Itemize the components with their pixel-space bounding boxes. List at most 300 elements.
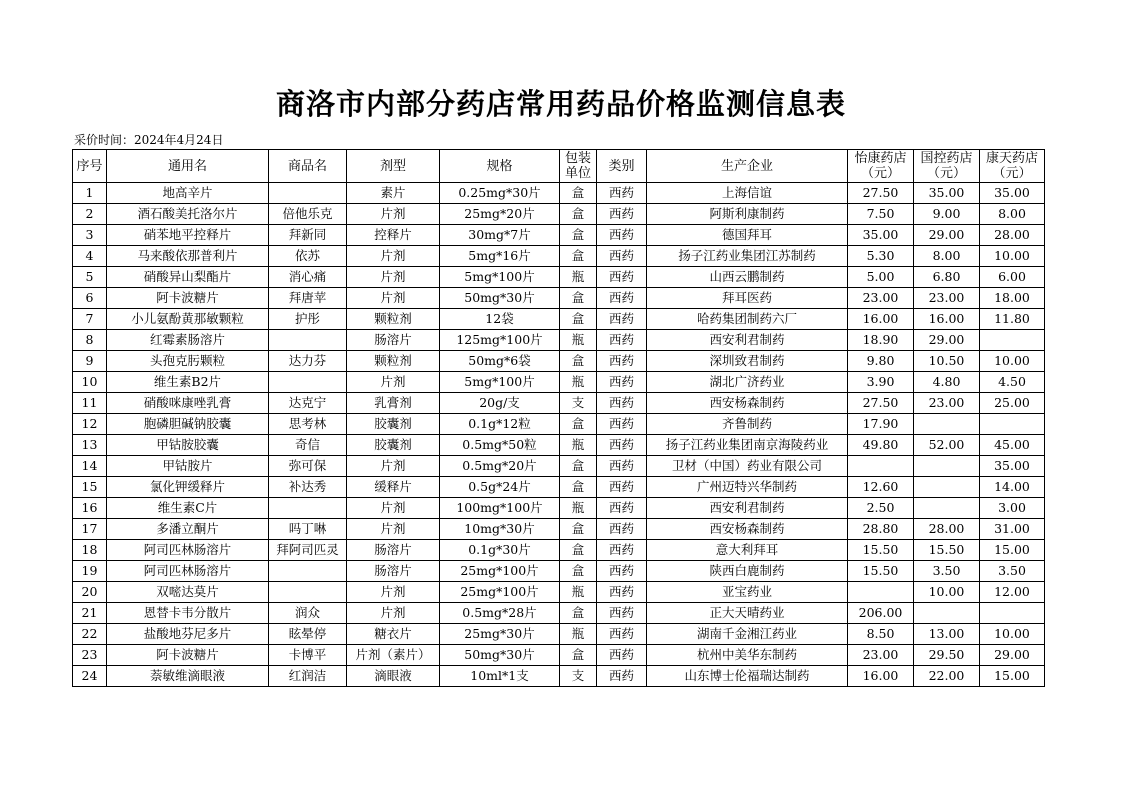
cell-dosage-form: 素片 bbox=[347, 183, 440, 204]
table-row bbox=[73, 498, 1045, 519]
cell-brand-name: 达力芬 bbox=[269, 351, 347, 372]
cell-spec: 25mg*100片 bbox=[440, 561, 560, 582]
cell-price-yikang: 8.50 bbox=[848, 624, 914, 645]
cell-dosage-form: 片剂 bbox=[347, 498, 440, 519]
cell-spec: 0.25mg*30片 bbox=[440, 183, 560, 204]
cell-generic-name: 小儿氨酚黄那敏颗粒 bbox=[107, 309, 269, 330]
cell-price-kangtian: 11.80 bbox=[980, 309, 1045, 330]
cell-index: 12 bbox=[73, 414, 107, 435]
cell-generic-name: 阿司匹林肠溶片 bbox=[107, 561, 269, 582]
cell-index: 24 bbox=[73, 666, 107, 687]
cell-dosage-form: 片剂 bbox=[347, 603, 440, 624]
cell-price-yikang: 15.50 bbox=[848, 540, 914, 561]
cell-package-unit: 瓶 bbox=[560, 498, 597, 519]
cell-price-guokong: 23.00 bbox=[914, 288, 980, 309]
page-title: 商洛市内部分药店常用药品价格监测信息表 bbox=[275, 87, 846, 121]
cell-price-yikang: 12.60 bbox=[848, 477, 914, 498]
table-row bbox=[73, 603, 1045, 624]
cell-dosage-form: 胶囊剂 bbox=[347, 435, 440, 456]
header-line: 类别 bbox=[608, 158, 635, 174]
cell-price-yikang: 17.90 bbox=[848, 414, 914, 435]
cell-price-kangtian: 6.00 bbox=[980, 267, 1045, 288]
cell-price-guokong: 22.00 bbox=[914, 666, 980, 687]
cell-dosage-form: 片剂（素片） bbox=[347, 645, 440, 666]
cell-generic-name: 甲钴胺胶囊 bbox=[107, 435, 269, 456]
cell-package-unit: 盒 bbox=[560, 225, 597, 246]
cell-dosage-form: 乳膏剂 bbox=[347, 393, 440, 414]
cell-index: 18 bbox=[73, 540, 107, 561]
cell-price-guokong: 9.00 bbox=[914, 204, 980, 225]
cell-price-yikang: 9.80 bbox=[848, 351, 914, 372]
header-line: 通用名 bbox=[167, 158, 207, 174]
cell-price-yikang: 28.80 bbox=[848, 519, 914, 540]
cell-spec: 0.1g*30片 bbox=[440, 540, 560, 561]
cell-price-kangtian: 10.00 bbox=[980, 624, 1045, 645]
cell-brand-name: 补达秀 bbox=[269, 477, 347, 498]
cell-index: 14 bbox=[73, 456, 107, 477]
cell-spec: 0.5g*24片 bbox=[440, 477, 560, 498]
cell-price-yikang: 16.00 bbox=[848, 309, 914, 330]
cell-category: 西药 bbox=[597, 372, 647, 393]
cell-price-guokong bbox=[914, 603, 980, 624]
table-row bbox=[73, 309, 1045, 330]
cell-price-kangtian: 15.00 bbox=[980, 666, 1045, 687]
cell-manufacturer: 阿斯利康制药 bbox=[647, 204, 848, 225]
cell-index: 19 bbox=[73, 561, 107, 582]
cell-spec: 12袋 bbox=[440, 309, 560, 330]
cell-category: 西药 bbox=[597, 498, 647, 519]
cell-brand-name bbox=[269, 582, 347, 603]
cell-generic-name: 头孢克肟颗粒 bbox=[107, 351, 269, 372]
cell-price-yikang: 2.50 bbox=[848, 498, 914, 519]
cell-generic-name: 阿卡波糖片 bbox=[107, 645, 269, 666]
cell-price-yikang bbox=[848, 456, 914, 477]
cell-generic-name: 萘敏维滴眼液 bbox=[107, 666, 269, 687]
cell-dosage-form: 糖衣片 bbox=[347, 624, 440, 645]
cell-category: 西药 bbox=[597, 351, 647, 372]
header-line: 包装 bbox=[564, 151, 591, 166]
cell-dosage-form: 颗粒剂 bbox=[347, 351, 440, 372]
cell-price-guokong: 28.00 bbox=[914, 519, 980, 540]
cell-index: 2 bbox=[73, 204, 107, 225]
cell-brand-name: 达克宁 bbox=[269, 393, 347, 414]
cell-package-unit: 盒 bbox=[560, 540, 597, 561]
cell-category: 西药 bbox=[597, 456, 647, 477]
cell-generic-name: 地高辛片 bbox=[107, 183, 269, 204]
cell-price-yikang: 27.50 bbox=[848, 183, 914, 204]
table-body bbox=[73, 183, 1045, 687]
cell-index: 7 bbox=[73, 309, 107, 330]
cell-spec: 25mg*30片 bbox=[440, 624, 560, 645]
header-line: 国控药店 bbox=[920, 151, 973, 166]
cell-spec: 100mg*100片 bbox=[440, 498, 560, 519]
cell-category: 西药 bbox=[597, 540, 647, 561]
cell-manufacturer: 杭州中美华东制药 bbox=[647, 645, 848, 666]
cell-price-guokong: 23.00 bbox=[914, 393, 980, 414]
cell-package-unit: 盒 bbox=[560, 456, 597, 477]
cell-dosage-form: 片剂 bbox=[347, 246, 440, 267]
cell-price-yikang: 3.90 bbox=[848, 372, 914, 393]
cell-spec: 10ml*1支 bbox=[440, 666, 560, 687]
cell-brand-name: 卡博平 bbox=[269, 645, 347, 666]
cell-category: 西药 bbox=[597, 225, 647, 246]
cell-spec: 50mg*6袋 bbox=[440, 351, 560, 372]
cell-manufacturer: 西安利君制药 bbox=[647, 498, 848, 519]
cell-brand-name bbox=[269, 183, 347, 204]
cell-category: 西药 bbox=[597, 267, 647, 288]
cell-price-guokong: 16.00 bbox=[914, 309, 980, 330]
cell-price-guokong: 52.00 bbox=[914, 435, 980, 456]
cell-index: 15 bbox=[73, 477, 107, 498]
cell-price-guokong bbox=[914, 498, 980, 519]
cell-dosage-form: 颗粒剂 bbox=[347, 309, 440, 330]
cell-index: 1 bbox=[73, 183, 107, 204]
cell-manufacturer: 拜耳医药 bbox=[647, 288, 848, 309]
cell-brand-name: 依苏 bbox=[269, 246, 347, 267]
cell-generic-name: 维生素C片 bbox=[107, 498, 269, 519]
cell-generic-name: 恩替卡韦分散片 bbox=[107, 603, 269, 624]
cell-generic-name: 维生素B2片 bbox=[107, 372, 269, 393]
cell-dosage-form: 肠溶片 bbox=[347, 330, 440, 351]
cell-package-unit: 瓶 bbox=[560, 624, 597, 645]
cell-category: 西药 bbox=[597, 309, 647, 330]
cell-price-yikang: 23.00 bbox=[848, 288, 914, 309]
cell-category: 西药 bbox=[597, 519, 647, 540]
cell-price-kangtian bbox=[980, 603, 1045, 624]
cell-spec: 0.5mg*50粒 bbox=[440, 435, 560, 456]
cell-price-kangtian: 31.00 bbox=[980, 519, 1045, 540]
cell-manufacturer: 亚宝药业 bbox=[647, 582, 848, 603]
cell-generic-name: 硝苯地平控释片 bbox=[107, 225, 269, 246]
table-row bbox=[73, 372, 1045, 393]
cell-dosage-form: 片剂 bbox=[347, 519, 440, 540]
cell-index: 21 bbox=[73, 603, 107, 624]
cell-brand-name: 红润洁 bbox=[269, 666, 347, 687]
cell-generic-name: 硝酸异山梨酯片 bbox=[107, 267, 269, 288]
cell-index: 9 bbox=[73, 351, 107, 372]
cell-price-guokong: 4.80 bbox=[914, 372, 980, 393]
cell-package-unit: 盒 bbox=[560, 645, 597, 666]
cell-generic-name: 胞磷胆碱钠胶囊 bbox=[107, 414, 269, 435]
cell-manufacturer: 西安杨森制药 bbox=[647, 393, 848, 414]
cell-category: 西药 bbox=[597, 246, 647, 267]
cell-brand-name: 倍他乐克 bbox=[269, 204, 347, 225]
cell-manufacturer: 湖北广济药业 bbox=[647, 372, 848, 393]
cell-brand-name: 奇信 bbox=[269, 435, 347, 456]
cell-price-guokong: 10.50 bbox=[914, 351, 980, 372]
cell-index: 20 bbox=[73, 582, 107, 603]
cell-generic-name: 多潘立酮片 bbox=[107, 519, 269, 540]
cell-manufacturer: 意大利拜耳 bbox=[647, 540, 848, 561]
header-line: 怡康药店 bbox=[854, 151, 907, 166]
cell-spec: 0.5mg*28片 bbox=[440, 603, 560, 624]
cell-index: 22 bbox=[73, 624, 107, 645]
cell-category: 西药 bbox=[597, 183, 647, 204]
cell-price-guokong: 35.00 bbox=[914, 183, 980, 204]
cell-category: 西药 bbox=[597, 624, 647, 645]
header-category bbox=[597, 150, 647, 183]
cell-generic-name: 阿司匹林肠溶片 bbox=[107, 540, 269, 561]
header-line: 生产企业 bbox=[720, 158, 773, 174]
table-row bbox=[73, 477, 1045, 498]
cell-package-unit: 支 bbox=[560, 393, 597, 414]
header-price-guokong bbox=[914, 150, 980, 183]
cell-generic-name: 硝酸咪康唑乳膏 bbox=[107, 393, 269, 414]
cell-manufacturer: 齐鲁制药 bbox=[647, 414, 848, 435]
cell-price-yikang: 5.30 bbox=[848, 246, 914, 267]
table-row bbox=[73, 225, 1045, 246]
table-row bbox=[73, 351, 1045, 372]
table-row bbox=[73, 582, 1045, 603]
cell-category: 西药 bbox=[597, 393, 647, 414]
cell-price-yikang: 16.00 bbox=[848, 666, 914, 687]
cell-spec: 30mg*7片 bbox=[440, 225, 560, 246]
cell-index: 8 bbox=[73, 330, 107, 351]
header-line: （元） bbox=[926, 166, 966, 181]
table-row bbox=[73, 330, 1045, 351]
cell-manufacturer: 德国拜耳 bbox=[647, 225, 848, 246]
header-price-yikang bbox=[848, 150, 914, 183]
cell-index: 23 bbox=[73, 645, 107, 666]
cell-index: 16 bbox=[73, 498, 107, 519]
cell-price-kangtian bbox=[980, 330, 1045, 351]
cell-brand-name: 润众 bbox=[269, 603, 347, 624]
table-row bbox=[73, 561, 1045, 582]
cell-brand-name: 弥可保 bbox=[269, 456, 347, 477]
table-row bbox=[73, 435, 1045, 456]
table-header-row bbox=[73, 150, 1045, 183]
table-row bbox=[73, 267, 1045, 288]
header-line: （元） bbox=[992, 166, 1032, 181]
price-table bbox=[72, 149, 1045, 687]
cell-brand-name: 拜唐苹 bbox=[269, 288, 347, 309]
cell-price-guokong bbox=[914, 414, 980, 435]
cell-package-unit: 盒 bbox=[560, 288, 597, 309]
cell-price-guokong: 29.50 bbox=[914, 645, 980, 666]
cell-category: 西药 bbox=[597, 645, 647, 666]
cell-price-kangtian: 28.00 bbox=[980, 225, 1045, 246]
header-generic-name bbox=[107, 150, 269, 183]
cell-generic-name: 盐酸地芬尼多片 bbox=[107, 624, 269, 645]
cell-dosage-form: 胶囊剂 bbox=[347, 414, 440, 435]
cell-price-kangtian: 25.00 bbox=[980, 393, 1045, 414]
cell-category: 西药 bbox=[597, 435, 647, 456]
cell-price-yikang: 27.50 bbox=[848, 393, 914, 414]
header-line: 单位 bbox=[564, 166, 591, 181]
header-dosage-form bbox=[347, 150, 440, 183]
cell-dosage-form: 肠溶片 bbox=[347, 540, 440, 561]
cell-package-unit: 盒 bbox=[560, 351, 597, 372]
cell-generic-name: 甲钴胺片 bbox=[107, 456, 269, 477]
cell-price-yikang: 18.90 bbox=[848, 330, 914, 351]
cell-category: 西药 bbox=[597, 414, 647, 435]
header-line: （元） bbox=[860, 166, 900, 181]
cell-category: 西药 bbox=[597, 477, 647, 498]
cell-package-unit: 盒 bbox=[560, 519, 597, 540]
cell-manufacturer: 湖南千金湘江药业 bbox=[647, 624, 848, 645]
cell-manufacturer: 山西云鹏制药 bbox=[647, 267, 848, 288]
header-brand-name bbox=[269, 150, 347, 183]
cell-package-unit: 支 bbox=[560, 666, 597, 687]
table-row bbox=[73, 288, 1045, 309]
cell-spec: 25mg*100片 bbox=[440, 582, 560, 603]
cell-price-guokong: 8.00 bbox=[914, 246, 980, 267]
cell-package-unit: 盒 bbox=[560, 603, 597, 624]
cell-package-unit: 盒 bbox=[560, 414, 597, 435]
cell-category: 西药 bbox=[597, 666, 647, 687]
cell-brand-name: 拜新同 bbox=[269, 225, 347, 246]
cell-price-yikang: 7.50 bbox=[848, 204, 914, 225]
cell-dosage-form: 片剂 bbox=[347, 204, 440, 225]
cell-brand-name: 思考林 bbox=[269, 414, 347, 435]
cell-category: 西药 bbox=[597, 561, 647, 582]
cell-price-kangtian: 3.00 bbox=[980, 498, 1045, 519]
cell-brand-name bbox=[269, 498, 347, 519]
cell-price-kangtian: 3.50 bbox=[980, 561, 1045, 582]
header-line: 剂型 bbox=[379, 158, 406, 174]
cell-generic-name: 马来酸依那普利片 bbox=[107, 246, 269, 267]
cell-price-yikang: 206.00 bbox=[848, 603, 914, 624]
cell-category: 西药 bbox=[597, 288, 647, 309]
header-index bbox=[73, 150, 107, 183]
table-row bbox=[73, 456, 1045, 477]
table-row bbox=[73, 393, 1045, 414]
cell-dosage-form: 片剂 bbox=[347, 372, 440, 393]
cell-package-unit: 瓶 bbox=[560, 330, 597, 351]
cell-brand-name: 眩晕停 bbox=[269, 624, 347, 645]
header-price-kangtian bbox=[980, 150, 1045, 183]
cell-price-guokong: 3.50 bbox=[914, 561, 980, 582]
cell-spec: 0.1g*12粒 bbox=[440, 414, 560, 435]
cell-generic-name: 氯化钾缓释片 bbox=[107, 477, 269, 498]
cell-spec: 50mg*30片 bbox=[440, 645, 560, 666]
table-row bbox=[73, 204, 1045, 225]
cell-brand-name: 护彤 bbox=[269, 309, 347, 330]
cell-dosage-form: 缓释片 bbox=[347, 477, 440, 498]
cell-price-kangtian bbox=[980, 414, 1045, 435]
cell-index: 3 bbox=[73, 225, 107, 246]
cell-package-unit: 盒 bbox=[560, 246, 597, 267]
cell-dosage-form: 肠溶片 bbox=[347, 561, 440, 582]
cell-index: 4 bbox=[73, 246, 107, 267]
cell-package-unit: 盒 bbox=[560, 204, 597, 225]
cell-spec: 20g/支 bbox=[440, 393, 560, 414]
cell-manufacturer: 上海信谊 bbox=[647, 183, 848, 204]
cell-generic-name: 阿卡波糖片 bbox=[107, 288, 269, 309]
cell-price-kangtian: 18.00 bbox=[980, 288, 1045, 309]
cell-brand-name bbox=[269, 330, 347, 351]
cell-price-kangtian: 15.00 bbox=[980, 540, 1045, 561]
cell-brand-name: 吗丁啉 bbox=[269, 519, 347, 540]
table-row bbox=[73, 645, 1045, 666]
cell-spec: 10mg*30片 bbox=[440, 519, 560, 540]
cell-category: 西药 bbox=[597, 204, 647, 225]
cell-category: 西药 bbox=[597, 582, 647, 603]
cell-manufacturer: 西安杨森制药 bbox=[647, 519, 848, 540]
cell-spec: 5mg*100片 bbox=[440, 372, 560, 393]
cell-index: 17 bbox=[73, 519, 107, 540]
table-row bbox=[73, 624, 1045, 645]
cell-category: 西药 bbox=[597, 330, 647, 351]
cell-manufacturer: 陕西白鹿制药 bbox=[647, 561, 848, 582]
cell-brand-name bbox=[269, 372, 347, 393]
cell-price-guokong: 13.00 bbox=[914, 624, 980, 645]
cell-category: 西药 bbox=[597, 603, 647, 624]
cell-index: 5 bbox=[73, 267, 107, 288]
cell-manufacturer: 深圳致君制药 bbox=[647, 351, 848, 372]
cell-index: 6 bbox=[73, 288, 107, 309]
cell-price-kangtian: 14.00 bbox=[980, 477, 1045, 498]
cell-package-unit: 盒 bbox=[560, 183, 597, 204]
cell-price-guokong: 29.00 bbox=[914, 225, 980, 246]
cell-package-unit: 瓶 bbox=[560, 267, 597, 288]
cell-package-unit: 盒 bbox=[560, 561, 597, 582]
cell-price-guokong: 6.80 bbox=[914, 267, 980, 288]
header-package-unit bbox=[560, 150, 597, 183]
cell-dosage-form: 控释片 bbox=[347, 225, 440, 246]
cell-brand-name bbox=[269, 561, 347, 582]
cell-spec: 25mg*20片 bbox=[440, 204, 560, 225]
cell-price-yikang: 49.80 bbox=[848, 435, 914, 456]
cell-generic-name: 红霉素肠溶片 bbox=[107, 330, 269, 351]
cell-package-unit: 盒 bbox=[560, 309, 597, 330]
header-line: 康天药店 bbox=[985, 151, 1038, 166]
cell-manufacturer: 扬子江药业集团江苏制药 bbox=[647, 246, 848, 267]
cell-price-kangtian: 29.00 bbox=[980, 645, 1045, 666]
cell-price-kangtian: 8.00 bbox=[980, 204, 1045, 225]
cell-price-kangtian: 4.50 bbox=[980, 372, 1045, 393]
cell-package-unit: 瓶 bbox=[560, 582, 597, 603]
cell-price-kangtian: 10.00 bbox=[980, 351, 1045, 372]
cell-spec: 5mg*16片 bbox=[440, 246, 560, 267]
cell-price-guokong: 15.50 bbox=[914, 540, 980, 561]
header-line: 序号 bbox=[76, 158, 103, 174]
table-row bbox=[73, 519, 1045, 540]
table-row bbox=[73, 414, 1045, 435]
cell-price-yikang: 23.00 bbox=[848, 645, 914, 666]
cell-index: 11 bbox=[73, 393, 107, 414]
table-row bbox=[73, 666, 1045, 687]
cell-price-kangtian: 12.00 bbox=[980, 582, 1045, 603]
header-line: 商品名 bbox=[287, 158, 327, 174]
cell-dosage-form: 滴眼液 bbox=[347, 666, 440, 687]
cell-price-guokong: 10.00 bbox=[914, 582, 980, 603]
header-manufacturer bbox=[647, 150, 848, 183]
cell-manufacturer: 扬子江药业集团南京海陵药业 bbox=[647, 435, 848, 456]
cell-manufacturer: 卫材（中国）药业有限公司 bbox=[647, 456, 848, 477]
cell-brand-name: 消心痛 bbox=[269, 267, 347, 288]
cell-generic-name: 酒石酸美托洛尔片 bbox=[107, 204, 269, 225]
cell-price-kangtian: 10.00 bbox=[980, 246, 1045, 267]
cell-price-yikang: 35.00 bbox=[848, 225, 914, 246]
cell-manufacturer: 西安利君制药 bbox=[647, 330, 848, 351]
cell-price-guokong bbox=[914, 477, 980, 498]
cell-manufacturer: 哈药集团制药六厂 bbox=[647, 309, 848, 330]
cell-price-kangtian: 35.00 bbox=[980, 456, 1045, 477]
cell-dosage-form: 片剂 bbox=[347, 288, 440, 309]
table-row bbox=[73, 183, 1045, 204]
cell-manufacturer: 正大天晴药业 bbox=[647, 603, 848, 624]
cell-spec: 5mg*100片 bbox=[440, 267, 560, 288]
cell-price-yikang bbox=[848, 582, 914, 603]
cell-package-unit: 盒 bbox=[560, 477, 597, 498]
cell-price-yikang: 5.00 bbox=[848, 267, 914, 288]
table-row bbox=[73, 540, 1045, 561]
cell-dosage-form: 片剂 bbox=[347, 582, 440, 603]
cell-index: 13 bbox=[73, 435, 107, 456]
header-spec bbox=[440, 150, 560, 183]
cell-spec: 0.5mg*20片 bbox=[440, 456, 560, 477]
